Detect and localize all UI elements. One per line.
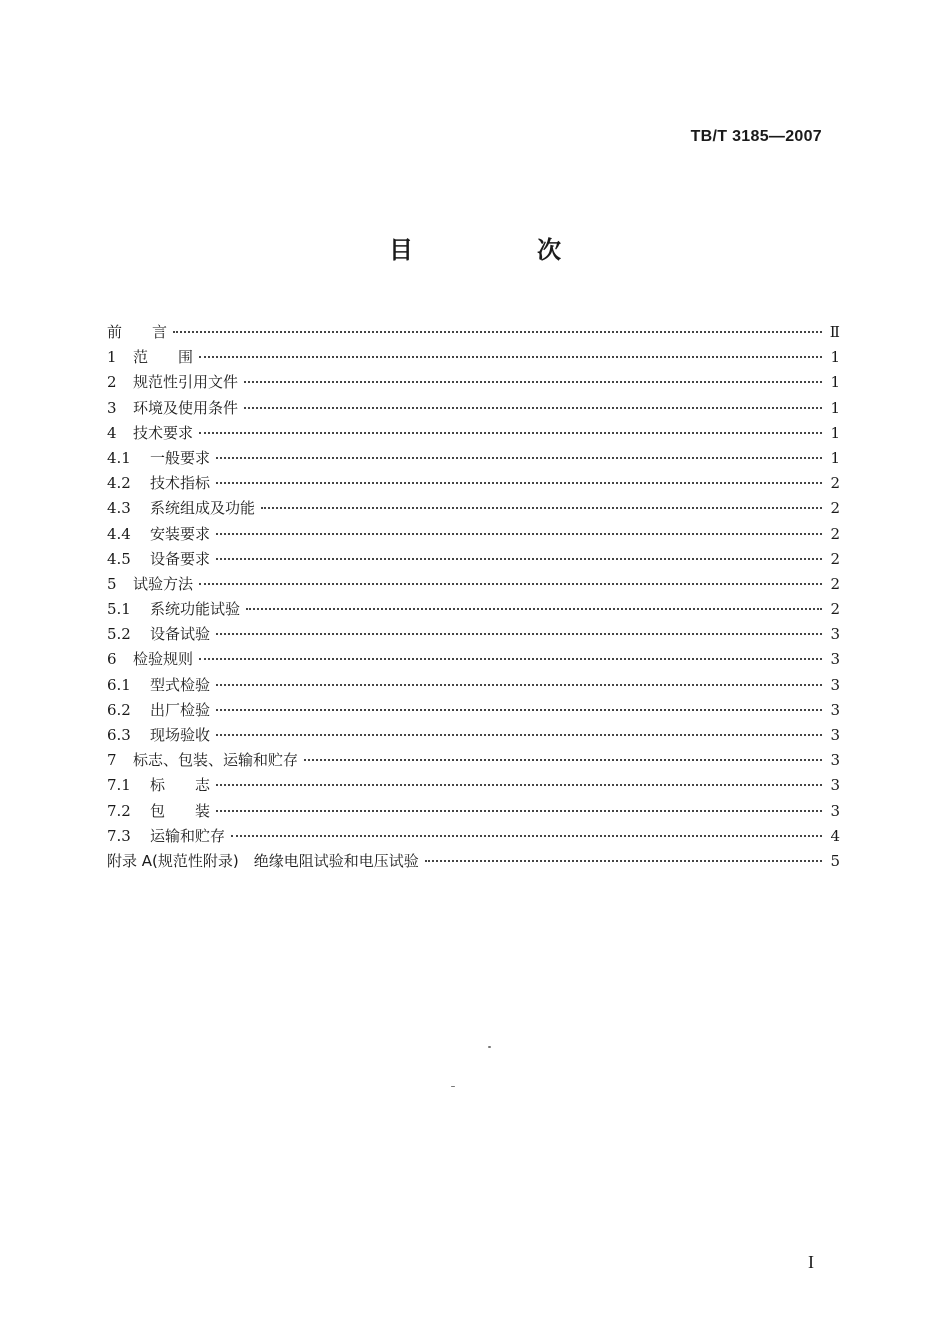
toc-entry[interactable] (107, 622, 840, 647)
toc-leader-dots (216, 810, 822, 812)
toc-entry-number: 6.1 (107, 675, 131, 694)
scan-speck (451, 1086, 455, 1087)
scan-speck (488, 1046, 491, 1048)
toc-entry-number: 7 (107, 751, 117, 770)
toc-entry[interactable] (107, 421, 840, 446)
toc-entry-page: 2 (830, 574, 840, 593)
toc-entry-label: 出厂检验 (150, 700, 211, 719)
toc-entry-page: 3 (830, 700, 840, 719)
toc-entry-label: 试验方法 (133, 574, 194, 593)
toc-entry[interactable] (107, 799, 840, 824)
toc-entry[interactable] (107, 471, 840, 496)
toc-leader-dots (304, 759, 822, 761)
toc-entry-page: 1 (830, 373, 840, 392)
toc-entry-page: 3 (830, 751, 840, 770)
toc-entry-page: 3 (830, 726, 840, 744)
toc-entry[interactable] (107, 824, 840, 849)
toc-entry-number: 4.5 (107, 549, 131, 568)
toc-entry-number: 5.2 (107, 625, 131, 644)
toc-entry-number: 7.3 (107, 826, 131, 845)
toc-entry[interactable] (107, 320, 840, 345)
toc-entry-page: 1 (830, 448, 840, 467)
toc-leader-dots (244, 407, 822, 409)
toc-entry[interactable] (107, 522, 840, 547)
toc-entry-number: 6 (107, 650, 117, 669)
toc-leader-dots (216, 457, 822, 459)
toc-leader-dots (244, 381, 822, 383)
toc-entry-label: 系统组成及功能 (150, 499, 256, 518)
toc-entry-number: 1 (107, 348, 117, 367)
standard-code: TB/T 3185—2007 (690, 128, 822, 145)
page-number: I (808, 1252, 814, 1272)
toc-entry[interactable] (107, 396, 840, 421)
toc-leader-dots (199, 432, 822, 434)
toc-entry-page: 2 (830, 524, 840, 543)
toc-entry-label: 前 言 (107, 323, 168, 341)
toc-entry-number: 5.1 (107, 600, 131, 619)
toc-entry-label: 设备要求 (150, 549, 211, 568)
table-of-contents (107, 320, 840, 874)
toc-entry-page: 1 (830, 398, 840, 417)
toc-entry-page: 5 (830, 851, 840, 870)
toc-entry-number: 3 (107, 398, 117, 417)
toc-entry[interactable] (107, 773, 840, 798)
toc-entry-page: 3 (830, 801, 840, 820)
toc-entry-number: 7.1 (107, 776, 131, 795)
toc-entry-label: 范 围 (133, 348, 194, 367)
toc-entry[interactable] (107, 572, 840, 597)
toc-entry-label: 设备试验 (150, 625, 211, 644)
toc-leader-dots (231, 835, 822, 837)
toc-entry-page: 3 (830, 675, 840, 694)
toc-entry-number: 6.2 (107, 700, 131, 719)
toc-leader-dots (261, 507, 822, 509)
toc-entry-page: 2 (830, 549, 840, 568)
toc-entry-page: 2 (830, 474, 840, 493)
toc-entry-label: 一般要求 (150, 448, 211, 467)
toc-leader-dots (216, 482, 822, 484)
toc-entry-label: 技术要求 (133, 423, 194, 442)
toc-leader-dots (216, 784, 822, 786)
toc-entry-label: 标 志 (150, 776, 211, 795)
toc-leader-dots (216, 734, 822, 736)
toc-entry[interactable] (107, 496, 840, 521)
toc-entry-number: 4.1 (107, 448, 131, 467)
toc-entry-page: 2 (830, 499, 840, 518)
toc-entry[interactable] (107, 547, 840, 572)
toc-entry[interactable] (107, 446, 840, 471)
toc-entry[interactable] (107, 370, 840, 395)
toc-entry[interactable] (107, 748, 840, 773)
toc-entry-number: 4.4 (107, 524, 131, 543)
toc-entry-page: 3 (830, 776, 840, 795)
toc-entry-number: 7.2 (107, 801, 131, 820)
toc-leader-dots (246, 608, 822, 610)
toc-entry-label: 安装要求 (150, 524, 211, 543)
toc-entry[interactable] (107, 345, 840, 370)
toc-entry-number: 6.3 (107, 726, 131, 744)
toc-entry-page: 3 (830, 625, 840, 644)
toc-entry-label: 检验规则 (133, 650, 194, 669)
toc-entry-page: 4 (830, 826, 840, 845)
toc-leader-dots (216, 633, 822, 635)
toc-leader-dots (425, 860, 822, 862)
toc-entry-number: 5 (107, 574, 117, 593)
toc-leader-dots (199, 356, 822, 358)
toc-leader-dots (216, 558, 822, 560)
toc-entry-page: Ⅱ (829, 323, 840, 341)
toc-entry-label: 技术指标 (150, 474, 211, 493)
toc-entry-label: 标志、包装、运输和贮存 (133, 751, 299, 770)
toc-entry-label: 规范性引用文件 (133, 373, 239, 392)
toc-entry[interactable] (107, 849, 840, 874)
toc-entry-page: 1 (830, 423, 840, 442)
toc-entry-label: 附录 A(规范性附录) 绝缘电阻试验和电压试验 (107, 851, 419, 870)
page-title: 目 次 (389, 236, 611, 264)
toc-entry-label: 现场验收 (150, 726, 211, 744)
toc-entry-label: 环境及使用条件 (133, 398, 239, 417)
toc-leader-dots (199, 658, 822, 660)
toc-entry-label: 系统功能试验 (150, 600, 241, 619)
toc-entry[interactable] (107, 597, 840, 622)
toc-entry[interactable] (107, 673, 840, 698)
toc-entry-label: 包 装 (150, 801, 211, 820)
toc-entry[interactable] (107, 723, 840, 748)
toc-entry-number: 4.3 (107, 499, 131, 518)
toc-leader-dots (216, 684, 822, 686)
toc-leader-dots (216, 709, 822, 711)
toc-entry-number: 4.2 (107, 474, 131, 493)
toc-entry-label: 运输和贮存 (150, 826, 226, 845)
toc-entry-page: 2 (830, 600, 840, 619)
toc-entry[interactable] (107, 698, 840, 723)
toc-entry[interactable] (107, 647, 840, 672)
toc-leader-dots (173, 331, 822, 333)
toc-leader-dots (199, 583, 822, 585)
toc-entry-number: 2 (107, 373, 117, 392)
toc-entry-label: 型式检验 (150, 675, 211, 694)
toc-entry-page: 3 (830, 650, 840, 669)
toc-entry-number: 4 (107, 423, 117, 442)
toc-leader-dots (216, 533, 822, 535)
toc-entry-page: 1 (830, 348, 840, 367)
